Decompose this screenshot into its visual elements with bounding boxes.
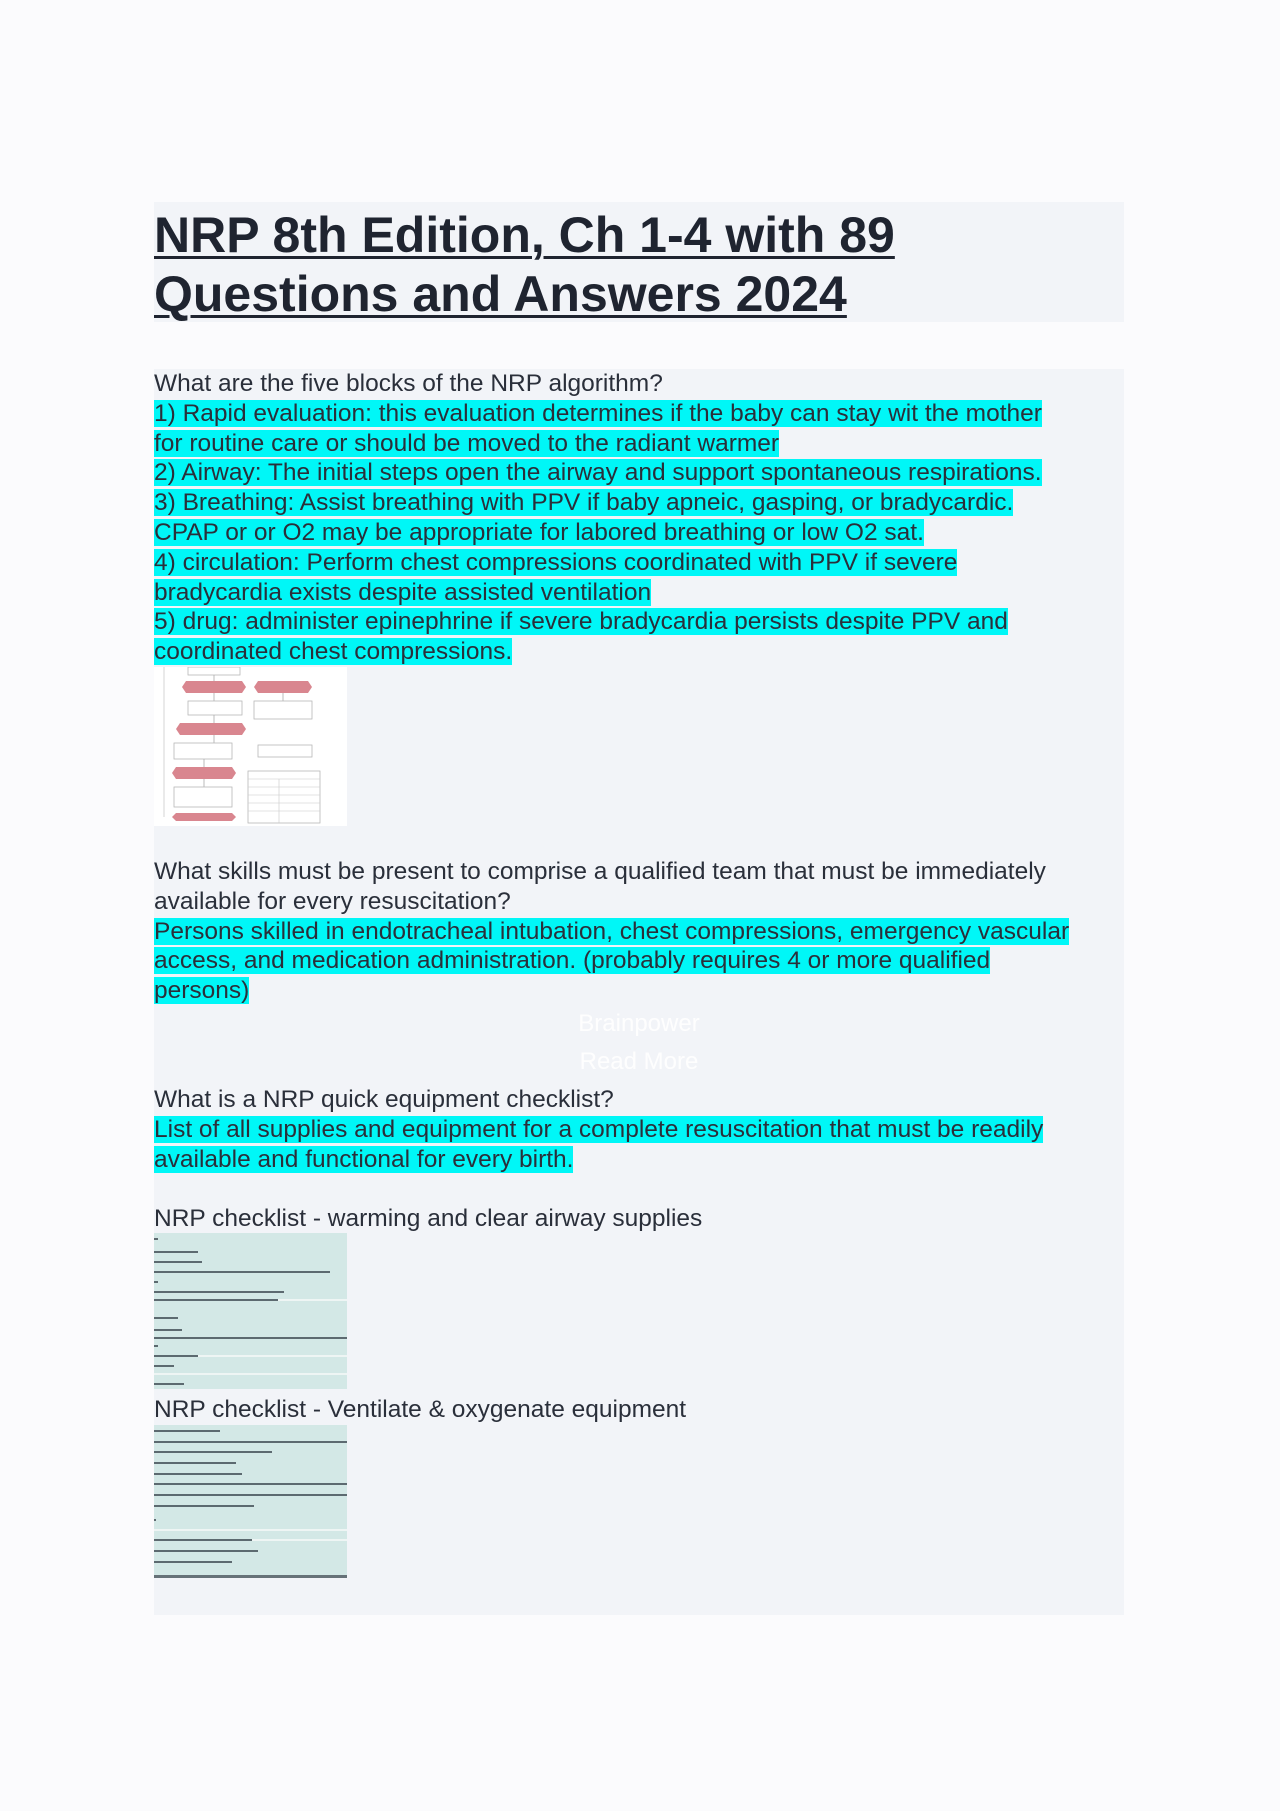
title-line-1: NRP 8th Edition, Ch 1-4 with 89 (154, 207, 895, 263)
title-block (154, 202, 1124, 322)
nrp-algorithm-flowchart-image (154, 667, 347, 826)
content-block (154, 369, 1124, 1615)
answer-line: CPAP or or O2 may be appropriate for labored breathing or low O2 sat. (154, 518, 924, 546)
answer-line: 2) Airway: The initial steps open the airway and support spontaneous respirations. (154, 459, 1042, 487)
answer-line: Persons skilled in endotracheal intubation, chest compressions, emergency vascular (154, 917, 1070, 945)
answer-line: 1) Rapid evaluation: this evaluation determines if the baby can stay wit the mother (154, 399, 1042, 427)
question-1: What are the five blocks of the NRP algorithm? (154, 370, 663, 397)
watermark-text: Brainpower Read More (578, 1010, 700, 1075)
answer-line: persons) (154, 977, 250, 1005)
title-line-2: Questions and Answers 2024 (154, 266, 847, 322)
question-3: What is a NRP quick equipment checklist? (154, 1086, 614, 1113)
answer-line: 5) drug: administer epinephrine if severe bradycardia persists despite PPV and (154, 608, 1008, 636)
answer-line: for routine care or should be moved to the radiant warmer (154, 429, 780, 457)
answer-3 (154, 1115, 1124, 1175)
checklist-warming-heading: NRP checklist - warming and clear airway supplies (154, 1205, 703, 1232)
ventilate-checklist-image (154, 1425, 347, 1578)
document-title (154, 202, 1124, 324)
question-2: What skills must be present to comprise a qualified team that must be immediately available for every resuscitation? (154, 858, 1046, 915)
answer-line: bradycardia exists despite assisted ventilation (154, 578, 652, 606)
warming-checklist-image (154, 1233, 347, 1389)
answer-line: 4) circulation: Perform chest compressions coordinated with PPV if severe (154, 548, 958, 576)
answer-2 (154, 917, 1124, 1006)
answer-line: List of all supplies and equipment for a complete resuscitation that must be readily (154, 1115, 1044, 1143)
answer-line: access, and medication administration. (probably requires 4 or more qualified (154, 947, 991, 975)
answer-1 (154, 399, 1124, 667)
checklist-ventilate-heading: NRP checklist - Ventilate & oxygenate equipment (154, 1396, 687, 1423)
answer-line: available and functional for every birth. (154, 1145, 574, 1173)
answer-line: coordinated chest compressions. (154, 638, 513, 666)
answer-line: 3) Breathing: Assist breathing with PPV if baby apneic, gasping, or bradycardic. (154, 489, 1014, 517)
